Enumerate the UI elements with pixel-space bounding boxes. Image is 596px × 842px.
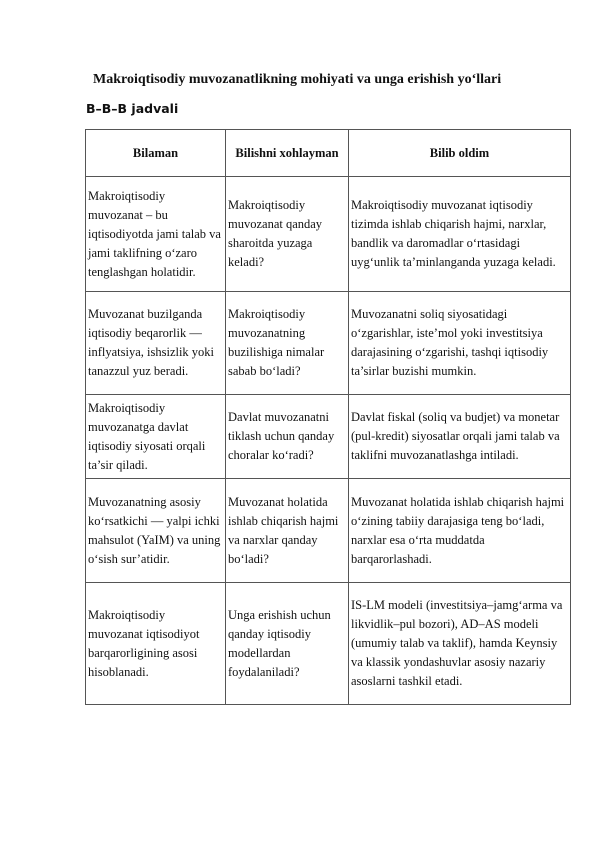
cell-want-to-know: Davlat muvozanatni tiklash uchun qanday choralar ko‘radi? <box>226 395 349 479</box>
cell-know: Makroiqtisodiy muvozanatga davlat iqtisodiy siyosati orqali ta’sir qiladi. <box>86 395 226 479</box>
cell-learned: Muvozanatni soliq siyosatidagi o‘zgarishlar, iste’mol yoki investitsiya darajasining o‘zgarishi, tashqi iqtisodiy ta’sirlar buzishi mumkin. <box>349 292 571 395</box>
table-row <box>86 292 571 395</box>
cell-learned: IS-LM modeli (investitsiya–jamg‘arma va likvidlik–pul bozori), AD–AS modeli (umumiy talab va taklif), hamda Keynsiy va klassik yondashuvlar asosiy nazariy asoslarni tashkil etadi. <box>349 583 571 705</box>
page-title: Makroiqtisodiy muvozanatlikning mohiyati va unga erishish yo‘llari <box>93 72 502 87</box>
header-want-to-know: Bilishni xohlayman <box>226 130 349 177</box>
bbb-table <box>85 129 571 705</box>
cell-want-to-know: Unga erishish uchun qanday iqtisodiy modellardan foydalaniladi? <box>226 583 349 705</box>
cell-want-to-know: Makroiqtisodiy muvozanat qanday sharoitda yuzaga keladi? <box>226 177 349 292</box>
cell-learned: Davlat fiskal (soliq va budjet) va monetar (pul-kredit) siyosatlar orqali jami talab va taklifni muvozanatlashga intiladi. <box>349 395 571 479</box>
cell-know: Muvozanat buzilganda iqtisodiy beqarorlik — inflyatsiya, ishsizlik yoki tanazzul yuz beradi. <box>86 292 226 395</box>
cell-want-to-know: Makroiqtisodiy muvozanatning buzilishiga nimalar sabab bo‘ladi? <box>226 292 349 395</box>
table-row <box>86 479 571 583</box>
table-caption: B–B–B jadvali <box>86 101 179 116</box>
cell-want-to-know: Muvozanat holatida ishlab chiqarish hajmi va narxlar qanday bo‘ladi? <box>226 479 349 583</box>
cell-know: Muvozanatning asosiy ko‘rsatkichi — yalpi ichki mahsulot (YaIM) va uning o‘sish sur’atidir. <box>86 479 226 583</box>
table-row <box>86 177 571 292</box>
table-header-row <box>86 130 571 177</box>
header-learned: Bilib oldim <box>349 130 571 177</box>
table-row <box>86 395 571 479</box>
cell-know: Makroiqtisodiy muvozanat iqtisodiyot barqarorligining asosi hisoblanadi. <box>86 583 226 705</box>
cell-learned: Muvozanat holatida ishlab chiqarish hajmi o‘zining tabiiy darajasiga teng bo‘ladi, narxlar esa o‘rta muddatda barqarorlashadi. <box>349 479 571 583</box>
cell-know: Makroiqtisodiy muvozanat – bu iqtisodiyotda jami talab va jami taklifning o‘zaro tenglashgan holatidir. <box>86 177 226 292</box>
table-row <box>86 583 571 705</box>
cell-learned: Makroiqtisodiy muvozanat iqtisodiy tizimda ishlab chiqarish hajmi, narxlar, bandlik va daromadlar o‘rtasidagi uyg‘unlik ta’minlanganda yuzaga keladi. <box>349 177 571 292</box>
header-know: Bilaman <box>86 130 226 177</box>
